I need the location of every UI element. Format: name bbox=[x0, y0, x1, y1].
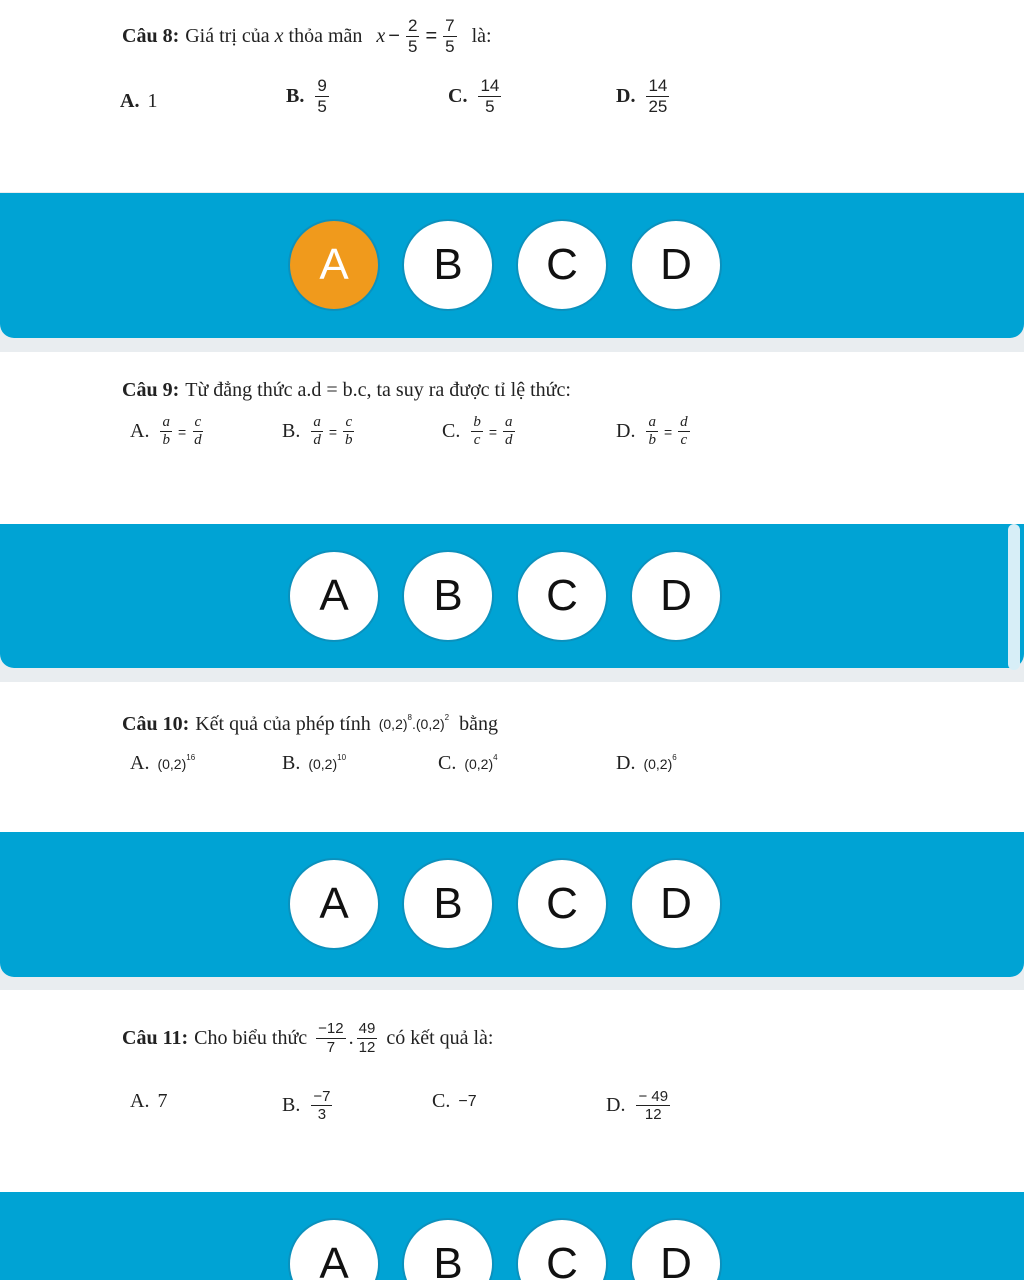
option-c: C. $\frac{b}{c}$ = $\frac{a}{d}$ bbox=[442, 414, 513, 449]
option-b: B. $(0,2)^{10}$ bbox=[282, 752, 347, 774]
option-c: C. −7 bbox=[432, 1090, 477, 1112]
question-text: Kết quả của phép tính bbox=[195, 712, 371, 735]
answer-button-d[interactable]: D bbox=[630, 1218, 722, 1280]
fraction: $\frac{a}{b}$ bbox=[162, 414, 170, 449]
fraction: $\frac{49}{12}$ bbox=[358, 1020, 376, 1056]
option-c: C. $\frac{14}{5}$ bbox=[448, 76, 500, 116]
question-number: Câu 8: bbox=[122, 24, 180, 47]
expression: $(0,2)^8.(0,2)^2$ bbox=[378, 713, 450, 732]
answer-button-a[interactable]: A bbox=[288, 1218, 380, 1280]
question-8-text bbox=[122, 14, 492, 58]
answer-button-b[interactable]: B bbox=[402, 219, 494, 311]
fraction: $\frac{d}{c}$ bbox=[680, 414, 688, 449]
expression: $(0,2)^{16}$ bbox=[157, 752, 196, 772]
fraction: $\frac{9}{5}$ bbox=[317, 76, 327, 116]
option-c: C. $(0,2)^4$ bbox=[438, 752, 498, 774]
answer-button-b[interactable]: B bbox=[402, 1218, 494, 1280]
fraction: $\frac{-12}{7}$ bbox=[318, 1020, 344, 1056]
answer-button-c[interactable]: C bbox=[516, 1218, 608, 1280]
answer-button-b[interactable]: B bbox=[402, 858, 494, 950]
option-b: B. $\frac{a}{d}$ = $\frac{c}{b}$ bbox=[282, 414, 353, 449]
expression: $(0,2)^{10}$ bbox=[308, 752, 347, 772]
fraction: $\frac{14}{25}$ bbox=[648, 76, 668, 116]
fraction: $\frac{a}{d}$ bbox=[505, 414, 513, 449]
option-d: D. $\frac{14}{25}$ bbox=[616, 76, 668, 116]
fraction: $\frac{-7}{3}$ bbox=[313, 1088, 331, 1124]
question-text: Từ đẳng thức a.d = b.c, ta suy ra được tỉ lệ thức: bbox=[185, 378, 571, 401]
fraction: $\frac{- 49}{12}$ bbox=[638, 1088, 669, 1124]
variable: x bbox=[274, 24, 284, 47]
answer-button-a[interactable]: A bbox=[288, 550, 380, 642]
fraction: $\frac{a}{b}$ bbox=[648, 414, 656, 449]
fraction: $\frac{14}{5}$ bbox=[480, 76, 500, 116]
fraction: $\frac{a}{d}$ bbox=[313, 414, 321, 449]
option-d: D. $\frac{a}{b}$ = $\frac{d}{c}$ bbox=[616, 414, 688, 449]
fraction: $\frac{7}{5}$ bbox=[445, 15, 455, 56]
question-text: bằng bbox=[459, 712, 499, 735]
answer-button-c[interactable]: C bbox=[516, 219, 608, 311]
fraction: $\frac{c}{b}$ bbox=[345, 414, 353, 449]
question-number: Câu 10: bbox=[122, 712, 190, 735]
question-11-card bbox=[0, 990, 1024, 1192]
question-11-text bbox=[122, 1016, 494, 1060]
question-10-text bbox=[122, 710, 498, 738]
answer-button-c[interactable]: C bbox=[516, 550, 608, 642]
answer-bar-q8 bbox=[0, 193, 1024, 338]
answer-bar-q10 bbox=[0, 832, 1024, 977]
question-10-card bbox=[0, 682, 1024, 832]
expression: $(0,2)^4$ bbox=[464, 752, 498, 772]
question-number: Câu 9: bbox=[122, 378, 180, 401]
expression: $(0,2)^6$ bbox=[643, 752, 677, 772]
answer-bar-q11 bbox=[0, 1192, 1024, 1280]
variable: x bbox=[376, 24, 386, 47]
question-text: Giá trị của bbox=[185, 24, 270, 47]
answer-bar-q9 bbox=[0, 524, 1024, 668]
fraction: $\frac{c}{d}$ bbox=[194, 414, 202, 449]
answer-button-d[interactable]: D bbox=[630, 858, 722, 950]
answer-button-a[interactable]: A bbox=[288, 219, 380, 311]
minus-sign: − bbox=[388, 24, 400, 47]
expression: $\frac{-12}{7}$ . $\frac{49}{12}$ bbox=[318, 1020, 376, 1056]
equation bbox=[376, 16, 459, 56]
question-number: Câu 11: bbox=[122, 1026, 189, 1049]
question-text: thỏa mãn bbox=[288, 24, 363, 47]
option-b: B. $\frac{9}{5}$ bbox=[286, 76, 327, 116]
question-text: có kết quả là: bbox=[386, 1026, 494, 1049]
option-a: A. $\frac{a}{b}$ = $\frac{c}{d}$ bbox=[130, 414, 202, 449]
option-d: D. $\frac{- 49}{12}$ bbox=[606, 1088, 669, 1124]
option-a: A. $(0,2)^{16}$ bbox=[130, 752, 196, 774]
option-a: A. 1 bbox=[120, 90, 158, 112]
scrollbar-thumb[interactable] bbox=[1008, 524, 1020, 670]
answer-button-d[interactable]: D bbox=[630, 219, 722, 311]
question-text: là: bbox=[471, 24, 492, 47]
option-d: D. $(0,2)^6$ bbox=[616, 752, 677, 774]
option-b: B. $\frac{-7}{3}$ bbox=[282, 1088, 331, 1124]
answer-button-b[interactable]: B bbox=[402, 550, 494, 642]
question-text: Cho biểu thức bbox=[194, 1026, 308, 1049]
fraction: $\frac{2}{5}$ bbox=[407, 15, 418, 56]
equals-sign: = bbox=[425, 24, 438, 47]
question-9-card bbox=[0, 352, 1024, 524]
fraction: $\frac{b}{c}$ bbox=[473, 414, 481, 449]
answer-button-d[interactable]: D bbox=[630, 550, 722, 642]
question-9-text bbox=[122, 376, 571, 404]
answer-button-c[interactable]: C bbox=[516, 858, 608, 950]
question-8-card bbox=[0, 0, 1024, 192]
answer-button-a[interactable]: A bbox=[288, 858, 380, 950]
option-a: A. 7 bbox=[130, 1090, 168, 1112]
